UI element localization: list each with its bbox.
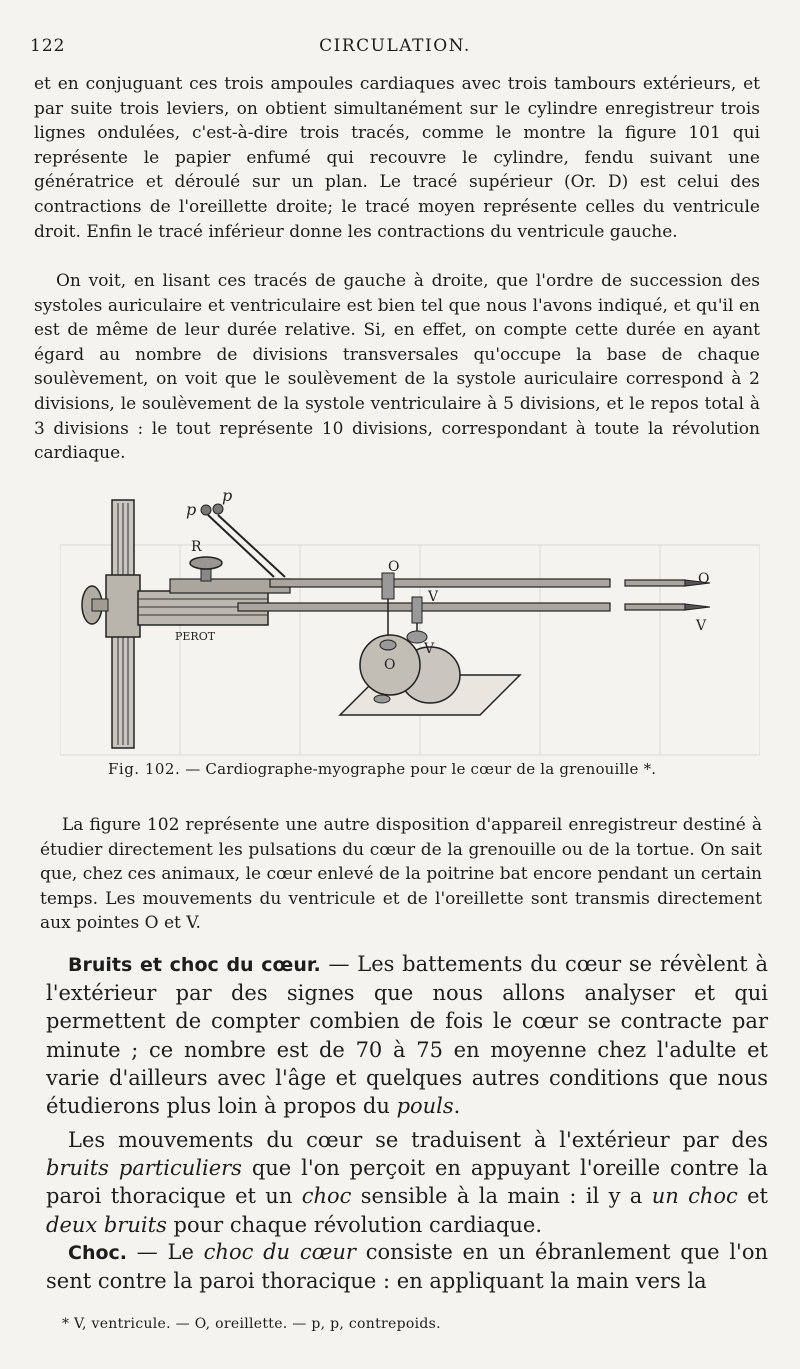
label-v-bulb: V: [424, 641, 435, 657]
running-title: CIRCULATION.: [319, 36, 471, 56]
p6-part-a: — Le: [127, 1240, 204, 1264]
label-o-right: O: [698, 571, 710, 587]
arm-block: [138, 579, 290, 625]
paragraph-4-body: — Les battements du cœur se révèlent à l'extérieur par des signes que nous allons analyser et qui permettent de compter combien de fois le cœur se contracte par minute ; ce nombre est de 70 à 75 en moyenne chez l'adulte et varie d'ailleurs avec l'âge et quelques autres conditions que nous étudierons plus loin à propos du: [46, 952, 768, 1119]
p5-part-b: que l'on perçoit en appuyant l'oreille contre la paroi thoracique et un: [46, 1156, 769, 1209]
paragraph-5-text: [46, 1126, 768, 1239]
paragraph-4-text: [46, 950, 768, 1120]
label-p-right: p: [222, 486, 233, 505]
p5-emphasis-2: choc: [301, 1184, 352, 1209]
paragraph-4: [46, 950, 768, 1120]
paragraph-1-text: et en conjuguant ces trois ampoules cardiaques avec trois tambours extérieurs, et par suite trois leviers, on obtient simultanément sur le cylindre enregistreur trois lignes ondulées, c'est-à-dire trois tracés, comme le montre la figure 101 qui représente le papier enfumé qui recouvre le cylindre, fendu suivant une génératrice et déroulé sur un plan. Le tracé supérieur (Or. D) est celui des contractions de l'oreillette droite; le tracé moyen représente celles du ventricule droit. Enfin le tracé inférieur donne les contractions du ventricule gauche.: [34, 74, 760, 242]
p5-part-a: Les mouvements du cœur se traduisent à l'extérieur par des: [68, 1128, 768, 1152]
paragraph-6-text: [46, 1238, 768, 1295]
paragraph-6: [46, 1238, 768, 1295]
footnote: * V, ventricule. — O, oreillette. — p, p, contrepoids.: [62, 1316, 441, 1332]
p5-emphasis-3: un choc: [651, 1184, 738, 1209]
paragraph-3-text: La figure 102 représente une autre disposition d'appareil enregistreur destiné à étudier directement les pulsations du cœur de la grenouille ou de la tortue. On sait que, chez ces animaux, le cœur enlevé de la poitrine bat encore pendant un certain temps. Les mouvements du ventricule et de l'oreillette sont transmis directement aux pointes O et V.: [40, 815, 762, 934]
figure-102: [60, 485, 760, 770]
label-o-bulb: O: [384, 657, 396, 673]
p5-part-c: sensible à la main : il y a: [351, 1184, 652, 1209]
maker-mark: PEROT: [175, 630, 216, 643]
lever-o: [270, 573, 710, 599]
section-heading-choc: Choc.: [68, 1242, 128, 1264]
lever-v: [238, 597, 710, 623]
paragraph-5: [46, 1126, 768, 1239]
p5-emphasis-1: bruits particuliers: [46, 1156, 242, 1181]
p5-part-e: pour chaque révolution cardiaque.: [166, 1212, 543, 1237]
caption-text: — Cardiographe-myographe pour le cœur de la grenouille *.: [180, 760, 657, 778]
paragraph-4-emphasis: pouls: [396, 1094, 454, 1119]
p6-emphasis: choc du cœur: [203, 1240, 356, 1264]
paragraph-2-text: On voit, en lisant ces tracés de gauche à droite, que l'ordre de succession des systoles auriculaire et ventriculaire est bien tel que nous l'avons indiqué, et qu'il en est de même de leur durée relative. Si, en effet, on compte cette durée en ayant égard au nombre de divisions transversales qu'occupe la base de chaque soulèvement, on voit que le soulèvement de la systole auriculaire correspond à 2 divisions, le soulèvement de la systole ventriculaire à 5 divisions, et le repos total à 3 divisions : le tout représente 10 divisions, correspondant à toute la révolution cardiaque.: [34, 271, 760, 464]
clamp: [82, 575, 140, 637]
paragraph-4-end: .: [453, 1094, 461, 1119]
caption-label: Fig. 102.: [108, 760, 181, 778]
page-header: [30, 36, 760, 62]
label-p-left: p: [186, 500, 197, 519]
p5-part-d: et: [737, 1184, 768, 1209]
paragraph-1: [34, 72, 760, 244]
label-o-top: O: [388, 559, 400, 575]
paragraph-3: [40, 813, 762, 936]
screw-r: [190, 557, 222, 581]
section-heading-bruits: Bruits et choc du cœur.: [68, 954, 321, 976]
label-v-mid: V: [428, 589, 439, 605]
cardiograph-illustration: [60, 485, 760, 760]
figure-caption: [108, 760, 656, 778]
p6-part-b: consiste en un ébranlement que l'on sent contre la paroi thoracique : en appliquant la main vers la: [46, 1240, 768, 1294]
p5-emphasis-4: deux bruits: [46, 1212, 167, 1237]
label-v-right: V: [696, 618, 707, 634]
page-number: 122: [30, 36, 66, 56]
paragraph-2: [34, 269, 760, 466]
label-r: R: [191, 539, 202, 555]
